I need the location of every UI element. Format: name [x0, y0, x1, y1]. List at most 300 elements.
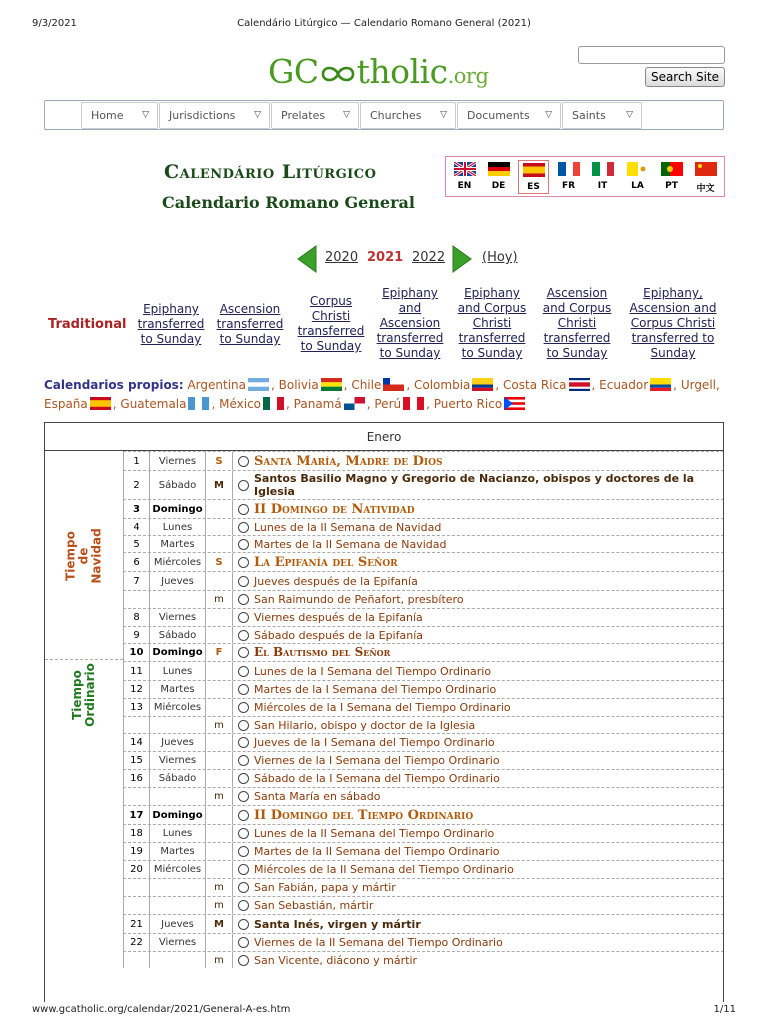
calendar-row	[123, 608, 724, 626]
liturgical-color-circle-icon	[238, 810, 249, 821]
main-nav	[44, 100, 724, 130]
day-number	[123, 591, 149, 608]
weekday: Lunes	[149, 662, 205, 680]
print-footer	[32, 1004, 736, 1018]
celebration-entry[interactable]	[232, 699, 724, 716]
celebration-name: Miércoles de la II Semana del Tiempo Ordinario	[254, 863, 514, 876]
proper-link[interactable]: Urgell	[680, 378, 716, 392]
day-number	[123, 717, 149, 733]
liturgical-color-circle-icon	[238, 576, 249, 587]
calendar-row	[123, 896, 724, 914]
weekday: Miércoles	[149, 861, 205, 878]
celebration-rank: F	[205, 644, 232, 661]
site-logo[interactable]	[268, 52, 488, 91]
celebration-name: Miércoles de la I Semana del Tiempo Ordinario	[254, 701, 511, 714]
celebration-entry[interactable]	[232, 752, 724, 769]
celebration-entry[interactable]	[232, 770, 724, 787]
celebration-name: Santa María, Madre de Dios	[254, 453, 443, 469]
flag-china-icon	[695, 162, 717, 176]
flag-spain-icon	[523, 163, 545, 177]
proper-link[interactable]: México	[219, 397, 262, 411]
logo-tholic: tholic	[356, 52, 448, 91]
nav-label: Jurisdictions	[169, 109, 236, 122]
celebration-rank	[205, 681, 232, 698]
celebration-rank: m	[205, 591, 232, 608]
lang-code: FR	[561, 181, 576, 191]
search-button[interactable]: Search Site	[645, 67, 725, 87]
celebration-entry[interactable]	[232, 536, 724, 552]
celebration-entry[interactable]	[232, 897, 724, 914]
lang-code: ES	[527, 182, 540, 192]
liturgical-color-circle-icon	[238, 522, 249, 533]
celebration-name: Santa María en sábado	[254, 790, 381, 803]
season-label	[45, 659, 123, 729]
day-number: 22	[123, 934, 149, 951]
option-ascension-sunday[interactable]: Ascension transferred to Sunday	[216, 302, 284, 346]
celebration-entry[interactable]	[232, 825, 724, 842]
flag-costa-rica-icon	[569, 378, 590, 391]
nav-churches[interactable]	[360, 102, 456, 129]
celebration-name: Lunes de la I Semana del Tiempo Ordinario	[254, 664, 492, 678]
celebration-name: Martes de la I Semana del Tiempo Ordinario	[254, 683, 497, 696]
celebration-rank: S	[205, 452, 232, 470]
lang-fr[interactable]	[553, 160, 584, 194]
weekday: Sábado	[149, 627, 205, 643]
flag-italy-icon	[592, 162, 614, 176]
day-number: 20	[123, 861, 149, 878]
lang-la[interactable]	[622, 160, 653, 194]
celebration-entry[interactable]	[232, 879, 724, 896]
liturgical-color-circle-icon	[238, 864, 249, 875]
celebration-name: San Sebastián, mártir	[254, 899, 374, 912]
calendar-row	[123, 590, 724, 608]
day-number: 10	[123, 644, 149, 661]
lang-code: DE	[491, 181, 506, 191]
celebration-rank: m	[205, 879, 232, 896]
celebration-rank: m	[205, 717, 232, 733]
season-name-line: de	[76, 547, 91, 565]
proper-link[interactable]: Bolivia	[278, 378, 319, 392]
weekday: Jueves	[149, 734, 205, 751]
celebration-name: Sábado después de la Epifanía	[254, 628, 423, 642]
celebration-name: Viernes después de la Epifanía	[254, 611, 423, 624]
liturgical-color-circle-icon	[238, 594, 249, 605]
nav-jurisdictions[interactable]	[159, 102, 270, 129]
liturgical-color-circle-icon	[238, 684, 249, 695]
calendar-row	[123, 878, 724, 896]
calendar-row	[123, 787, 724, 805]
liturgical-color-circle-icon	[238, 504, 249, 515]
day-number: 21	[123, 915, 149, 933]
celebration-entry[interactable]	[232, 843, 724, 860]
flag-puerto-rico-icon	[504, 397, 525, 410]
celebration-entry[interactable]	[232, 915, 724, 933]
celebration-name: II Domingo de Natividad	[254, 501, 415, 517]
liturgical-color-circle-icon	[238, 647, 249, 658]
season-name-line: Tiempo	[70, 669, 84, 720]
celebration-entry[interactable]	[232, 627, 724, 643]
nav-home[interactable]	[81, 102, 158, 129]
proper-link[interactable]: Argentina	[187, 378, 246, 392]
calendar-row	[123, 733, 724, 751]
language-selector	[445, 156, 725, 197]
liturgical-color-circle-icon	[238, 955, 249, 966]
calendar-row	[123, 451, 724, 470]
celebration-entry[interactable]	[232, 806, 724, 824]
weekday: Jueves	[149, 915, 205, 933]
print-header	[32, 18, 736, 32]
weekday	[149, 952, 205, 968]
lang-code: IT	[597, 181, 608, 191]
year-next-link[interactable]: 2022	[412, 250, 446, 265]
celebration-name: Viernes de la II Semana del Tiempo Ordinario	[254, 936, 503, 949]
print-url: www.gcatholic.org/calendar/2021/General-A-es.htm	[32, 1004, 291, 1015]
lang-code: LA	[631, 181, 644, 191]
liturgical-color-circle-icon	[238, 937, 249, 948]
flag-uk-icon	[454, 162, 476, 176]
lang-code: 中文	[696, 184, 715, 194]
season-name-line: Tiempo	[63, 531, 78, 581]
option-epiphany-ascension[interactable]: Epiphany and Ascension transferred to Sunday	[376, 286, 444, 360]
celebration-rank: M	[205, 471, 232, 499]
day-number: 3	[123, 500, 149, 518]
weekday	[149, 897, 205, 914]
celebration-rank	[205, 519, 232, 535]
calendar-table	[44, 422, 724, 1002]
liturgical-color-circle-icon	[238, 773, 249, 784]
celebration-name: El Bautismo del Señor	[254, 645, 391, 659]
option-corpus-sunday[interactable]: Corpus Christi transferred to Sunday	[297, 294, 365, 353]
lang-it[interactable]	[587, 160, 618, 194]
liturgical-color-circle-icon	[238, 702, 249, 713]
celebration-entry[interactable]	[232, 609, 724, 626]
liturgical-color-circle-icon	[238, 846, 249, 857]
season-label	[45, 451, 123, 661]
calendar-row	[123, 643, 724, 661]
celebration-entry[interactable]	[232, 861, 724, 878]
celebration-rank	[205, 770, 232, 787]
weekday	[149, 717, 205, 733]
day-number: 16	[123, 770, 149, 787]
option-epiphany-sunday[interactable]: Epiphany transferred to Sunday	[137, 302, 205, 346]
celebration-entry[interactable]	[232, 591, 724, 608]
option-all-sunday[interactable]: Epiphany, Ascension and Corpus Christi transferred to Sunday	[629, 286, 717, 360]
weekday: Domingo	[149, 644, 205, 661]
liturgical-color-circle-icon	[238, 666, 249, 677]
celebration-name: Sábado de la I Semana del Tiempo Ordinario	[254, 772, 500, 785]
flag-peru-icon	[403, 397, 424, 410]
option-epiphany-corpus[interactable]: Epiphany and Corpus Christi transferred to Sunday	[457, 286, 527, 360]
day-number: 12	[123, 681, 149, 698]
day-number: 1	[123, 452, 149, 470]
lang-es[interactable]	[518, 160, 549, 194]
calendar-row	[123, 518, 724, 535]
liturgical-color-circle-icon	[238, 612, 249, 623]
weekday: Martes	[149, 843, 205, 860]
celebration-rank: M	[205, 915, 232, 933]
celebration-rank	[205, 734, 232, 751]
celebration-rank	[205, 843, 232, 860]
nav-label: Home	[91, 109, 124, 122]
day-number: 18	[123, 825, 149, 842]
day-number	[123, 897, 149, 914]
proper-calendars: Calendarios propios: Argentina , Bolivia , Chile , Colombia , Costa Rica , Ecuador , Urgell, España , Guatemala , México , Panamá , Perú , Puerto Rico	[44, 378, 720, 411]
liturgical-color-circle-icon	[238, 900, 249, 911]
weekday: Sábado	[149, 471, 205, 499]
day-number: 6	[123, 553, 149, 571]
weekday: Viernes	[149, 452, 205, 470]
month-header: Enero	[45, 423, 723, 451]
calendar-row	[123, 751, 724, 769]
liturgical-color-circle-icon	[238, 919, 249, 930]
liturgical-color-circle-icon	[238, 480, 249, 491]
liturgical-color-circle-icon	[238, 456, 249, 467]
celebration-name: Jueves de la I Semana del Tiempo Ordinario	[254, 736, 495, 749]
calendar-row	[123, 661, 724, 680]
celebration-entry[interactable]	[232, 734, 724, 751]
celebration-rank	[205, 861, 232, 878]
calendar-row	[123, 499, 724, 518]
celebration-rank	[205, 500, 232, 518]
flag-panama-icon	[344, 397, 365, 410]
weekday: Viernes	[149, 934, 205, 951]
celebration-rank: m	[205, 952, 232, 968]
celebration-name: Martes de la II Semana del Tiempo Ordinario	[254, 845, 500, 858]
nav-saints[interactable]	[562, 102, 642, 129]
proper-link[interactable]: Panamá	[293, 397, 342, 411]
today-link[interactable]: (Hoy)	[482, 250, 518, 265]
page-subtitle: Calendario Romano General	[162, 193, 415, 212]
proper-link[interactable]: Guatemala	[120, 397, 187, 411]
celebration-rank: m	[205, 897, 232, 914]
chevron-down-icon: ▽	[343, 110, 350, 120]
weekday: Miércoles	[149, 699, 205, 716]
lang-code: EN	[457, 181, 472, 191]
celebration-entry[interactable]	[232, 952, 724, 968]
celebration-entry[interactable]	[232, 471, 724, 499]
celebration-entry[interactable]	[232, 934, 724, 951]
celebration-rank	[205, 536, 232, 552]
celebration-rank	[205, 627, 232, 643]
option-ascension-corpus[interactable]: Ascension and Corpus Christi transferred to Sunday	[542, 286, 612, 360]
chevron-down-icon: ▽	[142, 110, 149, 120]
day-number: 11	[123, 662, 149, 680]
lang-de[interactable]	[483, 160, 514, 194]
weekday	[149, 879, 205, 896]
day-number: 7	[123, 572, 149, 590]
celebration-name: La Epifanía del Señor	[254, 554, 398, 570]
celebration-entry[interactable]	[232, 644, 724, 661]
celebration-name: II Domingo del Tiempo Ordinario	[254, 807, 474, 823]
chevron-down-icon: ▽	[440, 110, 447, 120]
flag-france-icon	[558, 162, 580, 176]
calendar-row	[123, 571, 724, 590]
page-title: Calendário Litúrgico	[164, 161, 377, 183]
celebration-name: Lunes de la II Semana de Navidad	[254, 520, 442, 534]
flag-vatican-icon	[627, 162, 649, 176]
weekday: Viernes	[149, 752, 205, 769]
chevron-down-icon: ▽	[545, 110, 552, 120]
season-name-line: Navidad	[89, 528, 104, 584]
calendar-row	[123, 698, 724, 716]
nav-label: Churches	[370, 109, 422, 122]
celebration-name: Lunes de la II Semana del Tiempo Ordinario	[254, 827, 495, 840]
logo-org: .org	[447, 64, 489, 88]
calendar-row	[123, 680, 724, 698]
proper-link[interactable]: Colombia	[414, 378, 471, 392]
calendar-row	[123, 824, 724, 842]
celebration-entry[interactable]	[232, 788, 724, 805]
weekday: Sábado	[149, 770, 205, 787]
proper-link[interactable]: Perú	[374, 397, 402, 411]
celebration-rank	[205, 934, 232, 951]
celebration-rank: m	[205, 788, 232, 805]
nav-label: Saints	[572, 109, 606, 122]
lang-en[interactable]	[449, 160, 480, 194]
celebration-entry[interactable]	[232, 572, 724, 590]
flag-mexico-icon	[263, 397, 284, 410]
celebration-name: San Raimundo de Peñafort, presbítero	[254, 593, 464, 606]
celebration-rank	[205, 825, 232, 842]
traditional-label: Traditional	[48, 317, 127, 332]
day-number: 4	[123, 519, 149, 535]
flag-chile-icon	[383, 378, 404, 391]
day-number: 17	[123, 806, 149, 824]
print-date: 9/3/2021	[32, 18, 77, 29]
next-year-arrow-icon[interactable]	[451, 245, 473, 273]
nav-prelates[interactable]	[271, 102, 359, 129]
weekday: Miércoles	[149, 553, 205, 571]
celebration-entry[interactable]	[232, 500, 724, 518]
flag-guatemala-icon	[188, 397, 209, 410]
celebration-name: Viernes de la I Semana del Tiempo Ordinario	[254, 754, 500, 767]
liturgical-color-circle-icon	[238, 828, 249, 839]
nav-label: Documents	[467, 109, 530, 122]
liturgical-color-circle-icon	[238, 882, 249, 893]
flag-argentina-icon	[248, 378, 269, 391]
proper-link[interactable]: España	[44, 397, 88, 411]
celebration-entry[interactable]	[232, 553, 724, 571]
day-number: 19	[123, 843, 149, 860]
proper-link[interactable]: Puerto Rico	[433, 397, 503, 411]
day-number: 13	[123, 699, 149, 716]
nav-documents[interactable]	[457, 102, 561, 129]
day-number	[123, 788, 149, 805]
celebration-rank	[205, 572, 232, 590]
celebration-name: Jueves después de la Epifanía	[254, 574, 418, 588]
year-prev-link[interactable]: 2020	[325, 250, 359, 265]
weekday	[149, 591, 205, 608]
celebration-rank	[205, 609, 232, 626]
celebration-name: Santos Basilio Magno y Gregorio de Nacianzo, obispos y doctores de la Iglesia	[254, 472, 695, 498]
weekday: Lunes	[149, 519, 205, 535]
weekday: Martes	[149, 681, 205, 698]
flag-ecuador-icon	[650, 378, 671, 391]
weekday: Lunes	[149, 825, 205, 842]
liturgical-color-circle-icon	[238, 557, 249, 568]
liturgical-color-circle-icon	[238, 630, 249, 641]
calendar-row	[123, 716, 724, 733]
celebration-name: San Hilario, obispo y doctor de la Iglesia	[254, 718, 476, 732]
calendar-row	[123, 769, 724, 787]
chevron-down-icon: ▽	[626, 110, 633, 120]
celebration-rank	[205, 699, 232, 716]
liturgical-color-circle-icon	[238, 720, 249, 731]
logo-gc: GC	[268, 52, 319, 91]
celebration-rank: S	[205, 553, 232, 571]
weekday: Jueves	[149, 572, 205, 590]
celebration-rank	[205, 806, 232, 824]
celebration-name: Martes de la II Semana de Navidad	[254, 537, 447, 551]
day-number: 15	[123, 752, 149, 769]
calendar-row	[123, 842, 724, 860]
day-number: 8	[123, 609, 149, 626]
calendar-row	[123, 933, 724, 951]
print-page-title: Calendário Litúrgico — Calendario Romano General (2021)	[237, 18, 531, 29]
calendar-row	[123, 552, 724, 571]
calendar-row	[123, 470, 724, 499]
liturgical-color-circle-icon	[238, 791, 249, 802]
search-input[interactable]	[578, 46, 725, 64]
liturgical-color-circle-icon	[238, 737, 249, 748]
celebration-entry[interactable]	[232, 519, 724, 535]
day-number: 5	[123, 536, 149, 552]
day-number	[123, 952, 149, 968]
flag-colombia-icon	[472, 378, 493, 391]
flag-germany-icon	[488, 162, 510, 176]
day-number: 9	[123, 627, 149, 643]
celebration-entry[interactable]	[232, 662, 724, 680]
flag-spain-icon	[90, 397, 111, 410]
celebration-rank	[205, 662, 232, 680]
lang-zh[interactable]	[690, 160, 721, 194]
liturgical-color-circle-icon	[238, 539, 249, 550]
celebration-name: San Fabián, papa y mártir	[254, 881, 396, 894]
celebration-entry[interactable]	[232, 681, 724, 698]
day-number: 2	[123, 471, 149, 499]
season-name-line: Ordinario	[83, 662, 97, 727]
calendar-row	[123, 535, 724, 552]
celebration-entry[interactable]	[232, 717, 724, 733]
weekday: Domingo	[149, 806, 205, 824]
chevron-down-icon: ▽	[254, 110, 261, 120]
celebration-entry[interactable]	[232, 452, 724, 470]
liturgical-color-circle-icon	[238, 755, 249, 766]
proper-calendars-label: Calendarios propios:	[44, 378, 184, 392]
day-number	[123, 879, 149, 896]
nav-label: Prelates	[281, 109, 326, 122]
calendar-row	[123, 951, 724, 968]
year-current: 2021	[367, 250, 404, 265]
calendar-row	[123, 860, 724, 878]
lang-code: PT	[665, 181, 678, 191]
previous-year-arrow-icon[interactable]	[296, 245, 318, 273]
flag-portugal-icon	[661, 162, 683, 176]
proper-link[interactable]: Chile	[351, 378, 382, 392]
weekday: Viernes	[149, 609, 205, 626]
weekday	[149, 788, 205, 805]
print-page-number: 1/11	[713, 1004, 736, 1015]
proper-link[interactable]: Costa Rica	[503, 378, 567, 392]
weekday: Domingo	[149, 500, 205, 518]
weekday: Martes	[149, 536, 205, 552]
calendar-row	[123, 626, 724, 643]
proper-link[interactable]: Ecuador	[599, 378, 649, 392]
lang-pt[interactable]	[656, 160, 687, 194]
celebration-name: Santa Inés, virgen y mártir	[254, 917, 421, 931]
celebration-rank	[205, 752, 232, 769]
day-number: 14	[123, 734, 149, 751]
